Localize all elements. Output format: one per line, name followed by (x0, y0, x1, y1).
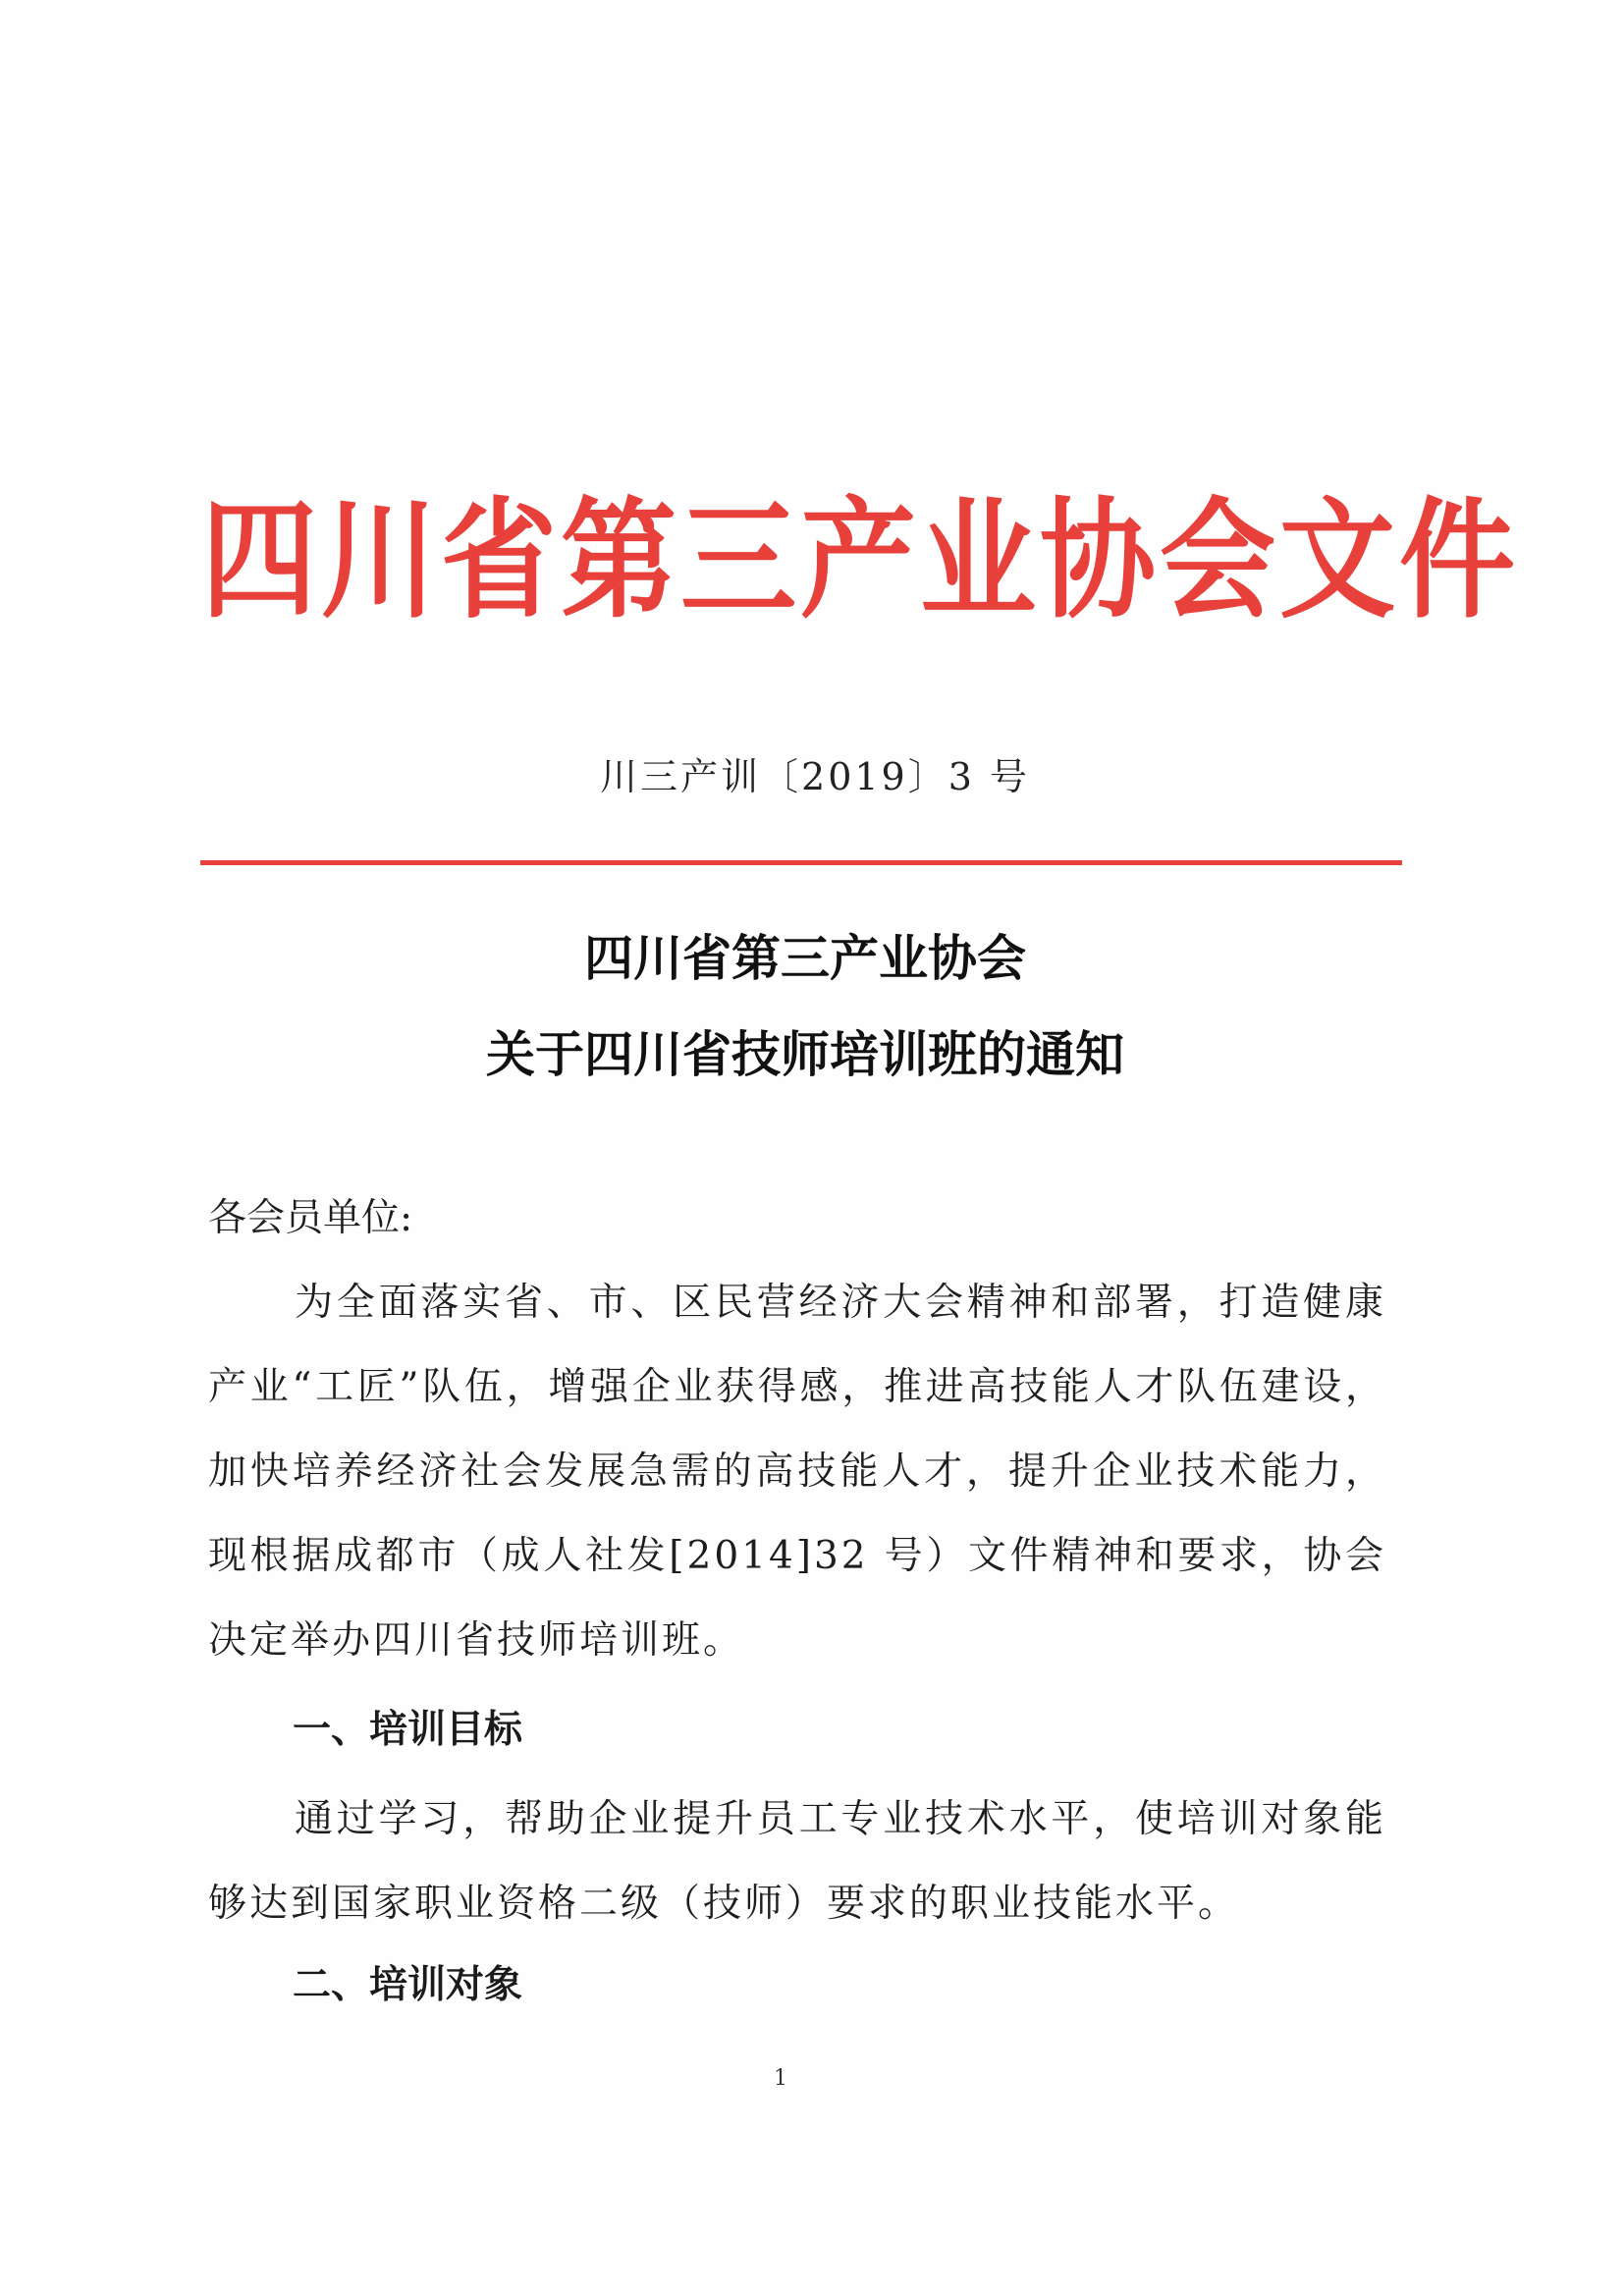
salutation: 各会员单位: (208, 1196, 413, 1240)
notice-title-line-1: 四川省第三产业协会 (584, 930, 1026, 987)
section-heading-audience: 二、培训对象 (293, 1963, 523, 2007)
document-number: 川三产训〔2019〕3 号 (600, 755, 1030, 798)
intro-paragraph: 为全面落实省、市、区民营经济大会精神和部署，打造健康产业“工匠”队伍，增强企业获得感，推进高技能人才队伍建设，加快培养经济社会发展急需的高技能人才，提升企业技术能力，现根据成都市（成人社发[2014]32 号）文件精神和要求，协会决定举办四川省技师培训班。 (208, 1281, 1386, 1663)
notice-title-line-2: 关于四川省技师培训班的通知 (486, 1026, 1124, 1083)
page-number: 1 (774, 2066, 787, 2091)
objective-paragraph: 通过学习，帮助企业提升员工专业技术水平，使培训对象能够达到国家职业资格二级（技师）要求的职业技能水平。 (208, 1797, 1386, 1926)
red-divider-line (200, 860, 1402, 865)
letterhead-title: 四川省第三产业协会文件 (201, 484, 1520, 636)
section-heading-objective: 一、培训目标 (293, 1708, 523, 1752)
